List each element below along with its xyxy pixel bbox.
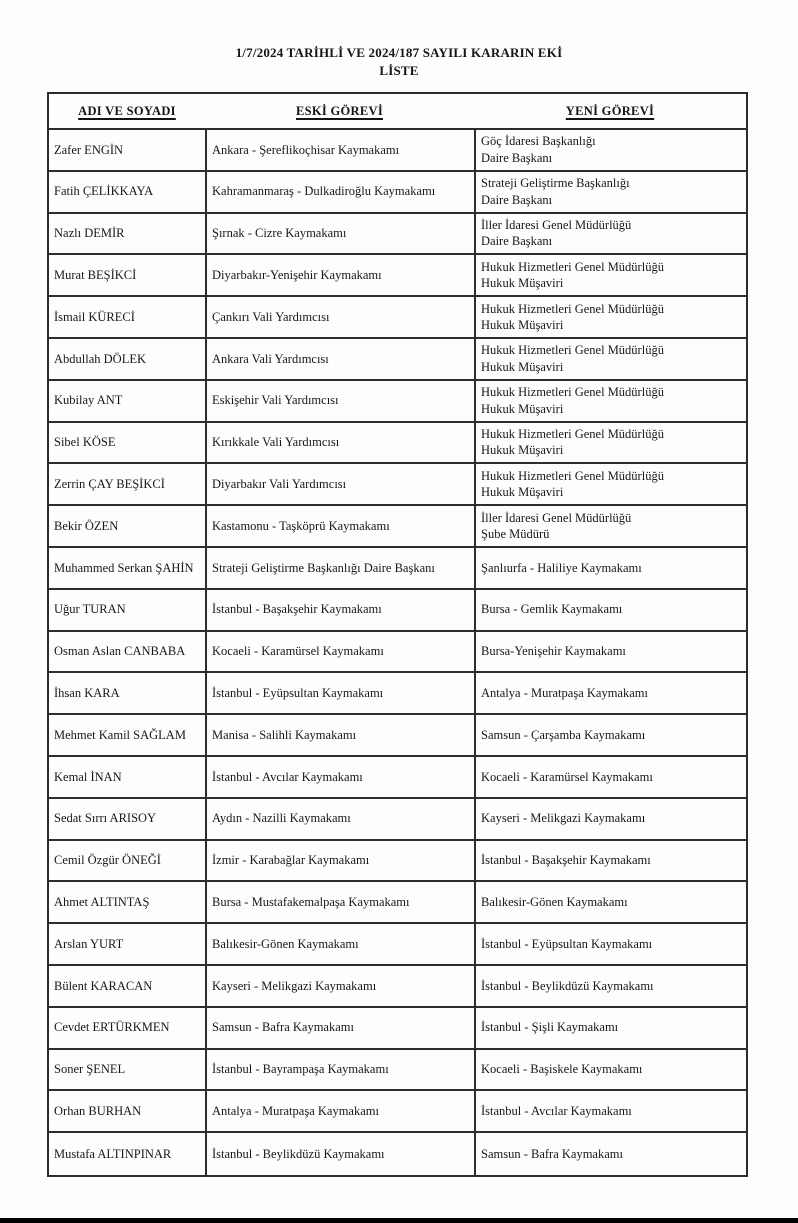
cell-line: Sibel KÖSE: [54, 435, 116, 450]
cell-line: Şube Müdürü: [481, 527, 550, 542]
table-row: [49, 464, 746, 506]
cell-line: Balıkesir-Gönen Kaymakamı: [481, 894, 628, 909]
cell-line: Hukuk Müşaviri: [481, 276, 564, 291]
table-row: [49, 130, 746, 172]
cell-line: Hukuk Müşaviri: [481, 318, 564, 333]
cell-line: Bursa-Yenişehir Kaymakamı: [481, 644, 626, 659]
cell-line: İstanbul - Beylikdüzü Kaymakamı: [481, 978, 654, 993]
new-position: [474, 1091, 746, 1131]
new-position: [474, 130, 746, 170]
new-position: [474, 715, 746, 755]
cell-line: Hukuk Hizmetleri Genel Müdürlüğü: [481, 259, 664, 274]
cell-line: Orhan BURHAN: [54, 1103, 142, 1118]
new-position: [474, 590, 746, 630]
cell-line: Hukuk Hizmetleri Genel Müdürlüğü: [481, 426, 664, 441]
old-position: [205, 172, 474, 212]
cell-line: Hukuk Müşaviri: [481, 359, 564, 374]
cell-line: Samsun - Bafra Kaymakamı: [212, 1020, 354, 1035]
table-row: [49, 172, 746, 214]
table-row: [49, 841, 746, 883]
cell-line: Muhammed Serkan ŞAHİN: [54, 560, 194, 575]
table-row: [49, 1050, 746, 1092]
cell-line: Mehmet Kamil SAĞLAM: [54, 727, 186, 742]
old-position: [205, 506, 474, 546]
cell-line: Fatih ÇELİKKAYA: [54, 184, 154, 199]
person-name: [49, 673, 205, 713]
cell-line: Kocaeli - Başiskele Kaymakamı: [481, 1062, 643, 1077]
old-position: [205, 464, 474, 504]
cell-line: Strateji Geliştirme Başkanlığı: [481, 176, 630, 191]
cell-line: Manisa - Salihli Kaymakamı: [212, 727, 357, 742]
old-position: [205, 799, 474, 839]
cell-line: Antalya - Muratpaşa Kaymakamı: [212, 1103, 379, 1118]
new-position: [474, 799, 746, 839]
cell-line: Balıkesir-Gönen Kaymakamı: [212, 936, 359, 951]
table-row: [49, 966, 746, 1008]
person-name: [49, 799, 205, 839]
cell-line: Çankırı Vali Yardımcısı: [212, 309, 330, 324]
column-header-new-position: YENİ GÖREVİ: [565, 103, 655, 118]
old-position: [205, 590, 474, 630]
old-position: [205, 632, 474, 672]
old-position: [205, 1133, 474, 1175]
person-name: [49, 1050, 205, 1090]
cell-line: Hukuk Hizmetleri Genel Müdürlüğü: [481, 343, 664, 358]
table-row: [49, 882, 746, 924]
person-name: [49, 1008, 205, 1048]
person-name: [49, 882, 205, 922]
cell-line: Hukuk Hizmetleri Genel Müdürlüğü: [481, 468, 664, 483]
table-row: [49, 214, 746, 256]
table-row: [49, 799, 746, 841]
cell-line: Kayseri - Melikgazi Kaymakamı: [481, 811, 646, 826]
person-name: [49, 255, 205, 295]
cell-line: Zafer ENGİN: [54, 142, 124, 157]
cell-line: Bursa - Mustafakemalpaşa Kaymakamı: [212, 894, 410, 909]
table-row: [49, 757, 746, 799]
old-position: [205, 297, 474, 337]
table-body: [49, 130, 746, 1175]
cell-line: Bülent KARACAN: [54, 978, 153, 993]
cell-line: Samsun - Bafra Kaymakamı: [481, 1146, 623, 1161]
cell-line: Hukuk Müşaviri: [481, 485, 564, 500]
cell-line: Ahmet ALTINTAŞ: [54, 894, 150, 909]
person-name: [49, 841, 205, 881]
document-title: [0, 44, 798, 80]
old-position: [205, 130, 474, 170]
table-header-row: [49, 94, 746, 130]
old-position: [205, 715, 474, 755]
person-name: [49, 464, 205, 504]
cell-line: İhsan KARA: [54, 686, 120, 700]
table-row: [49, 1133, 746, 1175]
new-position: [474, 172, 746, 212]
cell-line: İstanbul - Bayrampaşa Kaymakamı: [212, 1062, 389, 1077]
cell-line: İstanbul - Avcılar Kaymakamı: [481, 1103, 632, 1118]
person-name: [49, 297, 205, 337]
old-position: [205, 339, 474, 379]
cell-line: Kastamonu - Taşköprü Kaymakamı: [212, 518, 390, 533]
cell-line: Kocaeli - Karamürsel Kaymakamı: [212, 644, 384, 659]
cell-line: Daire Başkanı: [481, 234, 553, 249]
person-name: [49, 1133, 205, 1175]
cell-line: İstanbul - Şişli Kaymakamı: [481, 1020, 619, 1035]
old-position: [205, 966, 474, 1006]
new-position: [474, 506, 746, 546]
old-position: [205, 381, 474, 421]
cell-line: İller İdaresi Genel Müdürlüğü: [481, 217, 632, 232]
new-position: [474, 632, 746, 672]
cell-line: Şırnak - Cizre Kaymakamı: [212, 226, 347, 241]
cell-line: İsmail KÜRECİ: [54, 309, 135, 324]
title-line-2: LİSTE: [379, 63, 419, 78]
old-position: [205, 1050, 474, 1090]
cell-line: İstanbul - Eyüpsultan Kaymakamı: [212, 686, 384, 700]
cell-line: İstanbul - Beylikdüzü Kaymakamı: [212, 1146, 385, 1161]
cell-line: İstanbul - Başakşehir Kaymakamı: [212, 602, 382, 617]
old-position: [205, 673, 474, 713]
old-position: [205, 214, 474, 254]
new-position: [474, 464, 746, 504]
old-position: [205, 1008, 474, 1048]
cell-line: Diyarbakır-Yenişehir Kaymakamı: [212, 268, 382, 283]
new-position: [474, 757, 746, 797]
cell-line: Cemil Özgür ÖNEĞİ: [54, 853, 161, 868]
cell-line: İstanbul - Avcılar Kaymakamı: [212, 769, 363, 784]
column-header-name: ADI VE SOYADI: [78, 103, 176, 118]
table-row: [49, 381, 746, 423]
new-position: [474, 841, 746, 881]
new-position: [474, 924, 746, 964]
old-position: [205, 757, 474, 797]
old-position: [205, 924, 474, 964]
cell-line: İstanbul - Başakşehir Kaymakamı: [481, 853, 651, 868]
cell-line: Hukuk Müşaviri: [481, 401, 564, 416]
cell-line: Hukuk Müşaviri: [481, 443, 564, 458]
cell-line: Göç İdaresi Başkanlığı: [481, 134, 596, 149]
cell-line: İller İdaresi Genel Müdürlüğü: [481, 510, 632, 525]
person-name: [49, 966, 205, 1006]
old-position: [205, 255, 474, 295]
table-row: [49, 1008, 746, 1050]
table-row: [49, 673, 746, 715]
person-name: [49, 590, 205, 630]
title-line-1: 1/7/2024 TARİHLİ VE 2024/187 SAYILI KARARIN EKİ: [235, 45, 563, 60]
cell-line: Osman Aslan CANBABA: [54, 644, 186, 659]
new-position: [474, 966, 746, 1006]
cell-line: Abdullah DÖLEK: [54, 351, 146, 366]
table-row: [49, 297, 746, 339]
cell-line: Kayseri - Melikgazi Kaymakamı: [212, 978, 377, 993]
new-position: [474, 214, 746, 254]
cell-line: Murat BEŞİKCİ: [54, 268, 137, 283]
new-position: [474, 381, 746, 421]
cell-line: Kemal İNAN: [54, 769, 122, 784]
cell-line: Hukuk Hizmetleri Genel Müdürlüğü: [481, 301, 664, 316]
old-position: [205, 882, 474, 922]
cell-line: Kocaeli - Karamürsel Kaymakamı: [481, 769, 653, 784]
old-position: [205, 1091, 474, 1131]
person-name: [49, 172, 205, 212]
cell-line: Cevdet ERTÜRKMEN: [54, 1020, 170, 1035]
cell-line: Bekir ÖZEN: [54, 518, 119, 533]
person-name: [49, 381, 205, 421]
cell-line: Nazlı DEMİR: [54, 226, 125, 241]
cell-line: Eskişehir Vali Yardımcısı: [212, 393, 339, 408]
person-name: [49, 632, 205, 672]
cell-line: Samsun - Çarşamba Kaymakamı: [481, 727, 646, 742]
cell-line: Daire Başkanı: [481, 192, 553, 207]
cell-line: Kubilay ANT: [54, 393, 123, 408]
old-position: [205, 548, 474, 588]
appointments-table: [47, 92, 748, 1177]
cell-line: Uğur TURAN: [54, 602, 126, 617]
page-bottom-scan-bar: [0, 1218, 798, 1223]
person-name: [49, 339, 205, 379]
cell-line: Ankara Vali Yardımcısı: [212, 351, 329, 366]
cell-line: İzmir - Karabağlar Kaymakamı: [212, 853, 370, 868]
person-name: [49, 130, 205, 170]
person-name: [49, 548, 205, 588]
table-row: [49, 255, 746, 297]
person-name: [49, 506, 205, 546]
table-row: [49, 548, 746, 590]
new-position: [474, 423, 746, 463]
cell-line: İstanbul - Eyüpsultan Kaymakamı: [481, 936, 653, 951]
cell-line: Şanlıurfa - Haliliye Kaymakamı: [481, 560, 642, 575]
cell-line: Ankara - Şereflikoçhisar Kaymakamı: [212, 142, 400, 157]
new-position: [474, 548, 746, 588]
table-row: [49, 632, 746, 674]
cell-line: Strateji Geliştirme Başkanlığı Daire Başkanı: [212, 560, 435, 575]
person-name: [49, 757, 205, 797]
cell-line: Sedat Sırrı ARISOY: [54, 811, 157, 826]
cell-line: Daire Başkanı: [481, 150, 553, 165]
cell-line: Kahramanmaraş - Dulkadiroğlu Kaymakamı: [212, 184, 436, 199]
new-position: [474, 297, 746, 337]
table-row: [49, 590, 746, 632]
cell-line: Antalya - Muratpaşa Kaymakamı: [481, 686, 648, 700]
new-position: [474, 255, 746, 295]
table-row: [49, 1091, 746, 1133]
cell-line: Hukuk Hizmetleri Genel Müdürlüğü: [481, 385, 664, 400]
new-position: [474, 339, 746, 379]
person-name: [49, 423, 205, 463]
cell-line: Mustafa ALTINPINAR: [54, 1146, 172, 1161]
cell-line: Kırıkkale Vali Yardımcısı: [212, 435, 340, 450]
person-name: [49, 1091, 205, 1131]
person-name: [49, 214, 205, 254]
new-position: [474, 673, 746, 713]
cell-line: Bursa - Gemlik Kaymakamı: [481, 602, 623, 617]
person-name: [49, 715, 205, 755]
column-header-old-position: ESKİ GÖREVİ: [295, 103, 383, 118]
old-position: [205, 841, 474, 881]
table-row: [49, 924, 746, 966]
table-row: [49, 506, 746, 548]
cell-line: Aydın - Nazilli Kaymakamı: [212, 811, 351, 826]
person-name: [49, 924, 205, 964]
cell-line: Soner ŞENEL: [54, 1062, 126, 1077]
table-row: [49, 339, 746, 381]
new-position: [474, 882, 746, 922]
old-position: [205, 423, 474, 463]
table-row: [49, 715, 746, 757]
new-position: [474, 1008, 746, 1048]
cell-line: Diyarbakır Vali Yardımcısı: [212, 477, 347, 492]
cell-line: Arslan YURT: [54, 936, 124, 951]
cell-line: Zerrin ÇAY BEŞİKCİ: [54, 477, 165, 492]
new-position: [474, 1133, 746, 1175]
new-position: [474, 1050, 746, 1090]
table-row: [49, 423, 746, 465]
